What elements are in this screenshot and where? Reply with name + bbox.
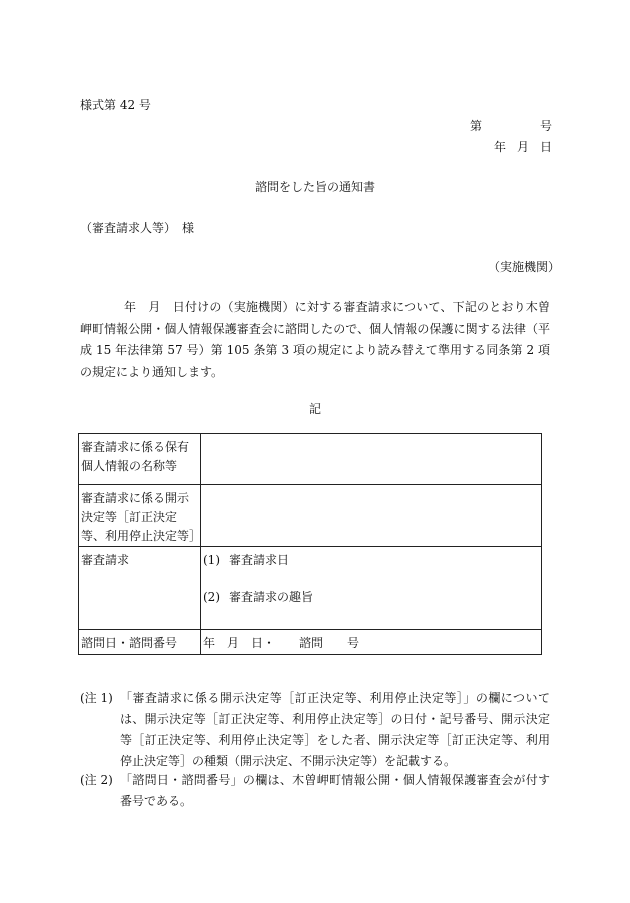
- value-review-request: [201, 547, 542, 630]
- date-month: 月: [517, 140, 530, 154]
- value-disclosure-decision: [201, 485, 542, 547]
- note-mark: (注 1): [80, 691, 113, 705]
- label-disclosure-decision: 審査請求に係る開示決定等［訂正決定等、利用停止決定等］: [79, 485, 201, 547]
- table-row: [79, 485, 542, 547]
- note-text: 「審査請求に係る開示決定等［訂正決定等、利用停止決定等］」の欄については、開示決定等［訂正決定等、利用停止決定等］の日付・記号番号、開示決定等［訂正決定等、利用停止決定等］をした者、開示決定等［訂正決定等、利用停止決定等］の種類（開示決定、不開示決定等）を記載する。: [120, 691, 550, 768]
- item-text: 審査請求日: [229, 553, 290, 567]
- document-title: 諮問をした旨の通知書: [254, 180, 375, 194]
- value-consultation-date-number: 年 月 日・ 諮問 号: [201, 630, 542, 655]
- label-personal-info-name: 審査請求に係る保有個人情報の名称等: [79, 434, 201, 485]
- addressee: （審査請求人等） 様: [80, 221, 195, 235]
- note-1: [80, 688, 550, 772]
- table-row: [79, 630, 542, 655]
- ki-heading: 記: [308, 402, 321, 416]
- note-mark: (注 2): [80, 773, 113, 787]
- date-year: 年: [494, 140, 507, 154]
- value-personal-info-name: [201, 434, 542, 485]
- item-number: (1): [203, 553, 220, 567]
- item-text: 審査請求の趣旨: [229, 590, 314, 604]
- body-paragraph: 年 月 日付けの（実施機関）に対する審査請求について、下記のとおり木曽岬町情報公開・個人情報保護審査会に諮問したので、個人情報の保護に関する法律（平成 15 年法律第 57 号）第 105 条第 3 項の規定により読み替えて準用する同条第 2 項の規定により通知します。: [80, 300, 550, 379]
- info-table: [78, 433, 542, 655]
- document-number-suffix: 号: [540, 119, 553, 133]
- agency-name: （実施機関）: [488, 260, 561, 274]
- document-number-prefix: 第: [470, 119, 483, 133]
- label-consultation-date-number: 諮問日・諮問番号: [79, 630, 201, 655]
- item-number: (2): [203, 590, 220, 604]
- review-request-purpose-item: [203, 588, 539, 607]
- note-text: 「諮問日・諮問番号」の欄は、木曽岬町情報公開・個人情報保護審査会が付す番号である。: [120, 773, 550, 808]
- date-day: 日: [540, 140, 553, 154]
- label-review-request: 審査請求: [79, 547, 201, 630]
- form-number: 様式第 42 号: [80, 98, 151, 112]
- review-request-date-item: [203, 551, 539, 570]
- note-2: [80, 770, 550, 812]
- table-row: [79, 434, 542, 485]
- table-row: [79, 547, 542, 630]
